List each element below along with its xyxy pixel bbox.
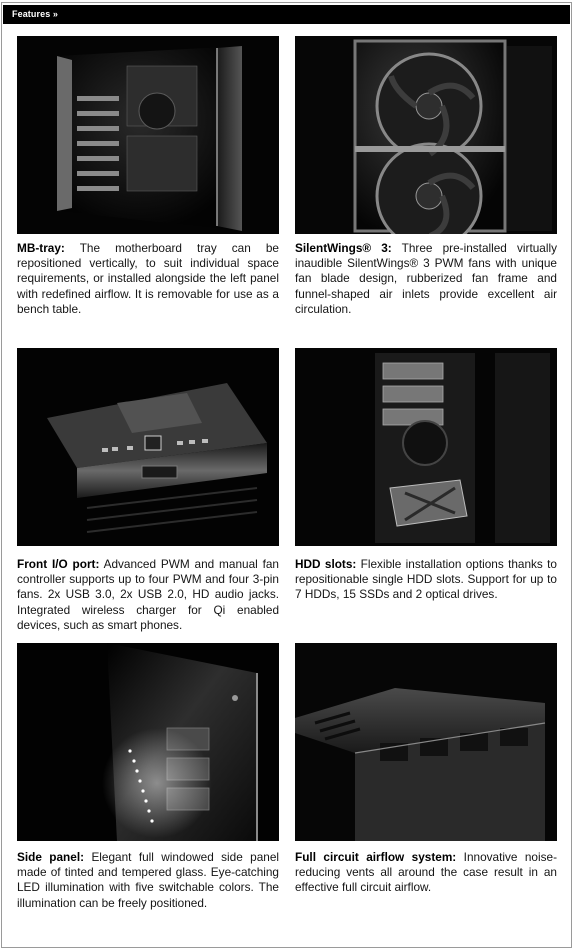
features-header: Features »	[3, 5, 570, 24]
mb-tray-title: MB-tray:	[17, 241, 65, 255]
front-io-title: Front I/O port:	[17, 557, 100, 571]
silentwings-title: SilentWings® 3:	[295, 241, 392, 255]
mb-tray-description	[17, 241, 279, 317]
front-io-description	[17, 557, 279, 633]
airflow-description	[295, 850, 557, 896]
front-io-photo	[17, 348, 279, 546]
hdd-slots-text: Flexible installation options thanks to repositionable single HDD slots. Support for up to 7 HDDs, 15 SSDs and 2 optical drives.	[295, 557, 557, 602]
airflow-text: Innovative noise-reducing vents all around the case result in an effective full circuit airflow.	[295, 850, 558, 895]
silentwings-description	[295, 241, 557, 317]
side-panel-photo	[17, 643, 279, 841]
hdd-slots-photo	[295, 348, 557, 546]
hdd-slots-title: HDD slots:	[295, 557, 357, 571]
silentwings-text: Three pre-installed virtually inaudible SilentWings® 3 PWM fans with unique fan blade design, rubberized fan frame and funnel-shaped air inlets provide excellent air circulation.	[295, 241, 557, 316]
side-panel-title: Side panel:	[17, 850, 85, 864]
airflow-title: Full circuit airflow system:	[295, 850, 457, 864]
airflow-photo	[295, 643, 557, 841]
hdd-slots-description	[295, 557, 557, 603]
front-io-text: Advanced PWM and manual fan controller supports up to four PWM and four 3-pin fans. 2x USB 3.0, 2x USB 2.0, HD audio jacks. Integrated wireless charger for Qi enabled devices, such as smart phones.	[17, 557, 279, 632]
silentwings-photo	[295, 36, 557, 234]
mb-tray-photo	[17, 36, 279, 234]
side-panel-text: Elegant full windowed side panel made of tinted and tempered glass. Eye-catching LED illumination with five switchable colors. The illumination can be freely positioned.	[17, 850, 280, 910]
mb-tray-text: The motherboard tray can be repositioned vertically, to suit individual space requirements, or installed alongside the left panel with redefined airflow. It is removable for use as a bench table.	[17, 241, 279, 316]
side-panel-description	[17, 850, 279, 911]
